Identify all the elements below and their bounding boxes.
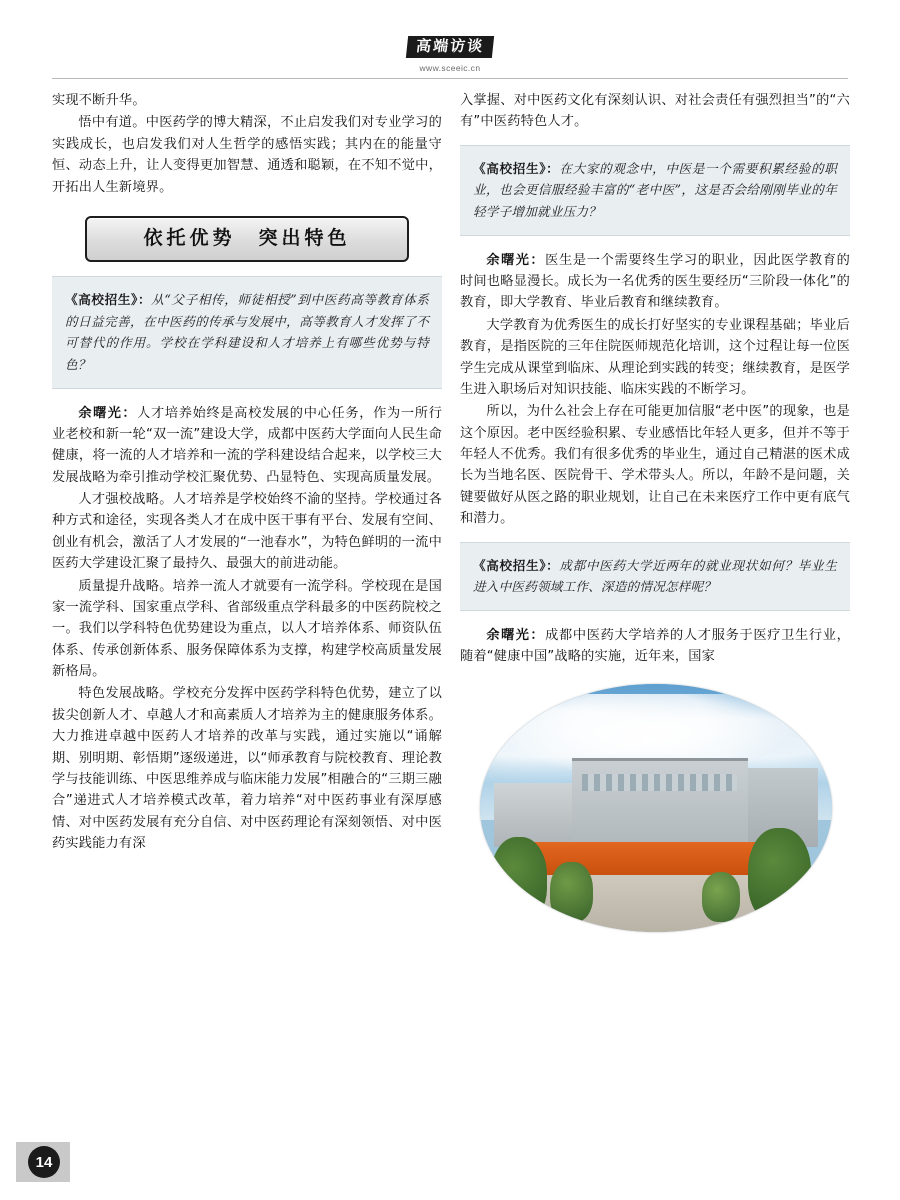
question-text: 从“父子相传，师徒相授”到中医药高等教育体系的日益完善，在中医药的传承与发展中，高等教育人才发挥了不可替代的作用。学校在学科建设和人才培养上有哪些优势与特色？: [65, 291, 429, 372]
answer-paragraph: [460, 625, 850, 668]
paragraph: 实现不断升华。: [52, 93, 146, 108]
section-banner-title: 依托优势 突出特色: [143, 227, 351, 250]
header-website-url: www.sceeic.cn: [419, 63, 481, 73]
photo-tree: [491, 837, 547, 921]
question-source-tag: 《高校招生》：: [473, 557, 560, 573]
answer-paragraph: 大学教育为优秀医生的成长打好坚实的专业课程基础；毕业后教育，是指医院的三年住院医师规范化培训，这个过程让每一位医学生完成从课堂到临床、从理论到实践的转变；继续教育，是医学生进入职场后对知识技能、临床实践的不断学习。: [460, 317, 850, 397]
question-text: 在大家的观念中，中医是一个需要积累经验的职业，也会更信服经验丰富的“老中医”，这是否会给刚刚毕业的年轻学子增加就业压力？: [473, 160, 837, 220]
answer-paragraph: 所以，为什么社会上存在可能更加信服“老中医”的现象，也是这个原因。老中医经验积累、专业感悟比年轻人更多，但并不等于年轻人不优秀。我们有很多优秀的毕业生，通过自己精湛的医术成长为当地名医、医院骨干、学术带头人。所以，年龄不是问题，关键要做好从医之路的职业规划，让自己在未来医疗工作中更有底气和潜力。: [460, 404, 850, 527]
photo-tree: [748, 828, 811, 922]
photo-tree: [702, 872, 741, 922]
answer-speaker-name: 余曙光：: [486, 627, 546, 643]
answer-paragraph: 人才强校战略。人才培养是学校始终不渝的坚持。学校通过各种方式和途径，实现各类人才在成中医干事有平台、发展有空间、创业有机会，激活了人才发展的“一池春水”，为特色鲜明的一流中医药大学建设汇聚了最持久、最强大的前进动能。: [52, 492, 442, 572]
answer-text: 成都中医药大学培养的人才服务于医疗卫生行业，随着“健康中国”战略的实施，近年来，国家: [460, 627, 851, 665]
interview-question-box: [460, 145, 850, 236]
interview-question-box: [52, 276, 442, 389]
question-text: 成都中医药大学近两年的就业现状如何？毕业生进入中医药领域工作、深造的情况怎样呢？: [473, 557, 837, 595]
answer-speaker-name: 余曙光：: [78, 405, 138, 421]
answer-text: 人才培养始终是高校发展的中心任务，作为一所行业老校和新一轮“双一流”建设大学，成都中医药大学面向人民生命健康，将一流的人才培养和一流的学科建设结合起来，以学校三大发展战略为牵引推动学校汇聚优势、凸显特色、实现高质量发展。: [52, 405, 443, 485]
photo-container: [460, 684, 850, 934]
section-banner: [85, 216, 409, 262]
photo-building-main: [572, 758, 748, 850]
answer-paragraph: 质量提升战略。培养一流人才就要有一流学科。学校现在是国家一流学科、国家重点学科、省部级重点学科最多的中医药院校之一。我们以学科特色优势建设为重点，以人才培养体系、师资队伍体系、传承创新体系、服务保障体系为支撑，构建学校高质量发展新格局。: [52, 578, 442, 679]
question-source-tag: 《高校招生》：: [65, 291, 152, 307]
right-column: [460, 90, 850, 934]
paragraph: 入掌握、对中医药文化有深刻认识、对社会责任有强烈担当”的“六有”中医药特色人才。: [460, 93, 850, 130]
left-column: [52, 90, 442, 855]
answer-text: 医生是一个需要终生学习的职业，因此医学教育的时间也略显漫长。成长为一名优秀的医生要经历“三阶段一体化”的教育，即大学教育、毕业后教育和继续教育。: [460, 252, 851, 311]
question-source-tag: 《高校招生》：: [473, 160, 560, 176]
page-header: [0, 36, 900, 73]
campus-building-photo: [480, 684, 832, 932]
answer-paragraph: 特色发展战略。学校充分发挥中医药学科特色优势，建立了以拔尖创新人才、卓越人才和高素质人才培养为主的健康服务体系。大力推进卓越中医药人才培养的改革与实践，通过实施以“诵解期、别明期、彰悟期”逐级递进，以“师承教育与院校教育、理论教学与技能训练、中医思维养成与临床能力发展”相融合的“三期三融合”递进式人才培养模式改革，着力培养“对中医药事业有深厚感情、对中医药发展有充分自信、对中医药理论有深刻领悟、对中医药实践能力有深: [52, 686, 442, 851]
answer-paragraph: [52, 403, 442, 489]
paragraph: 悟中有道。中医药学的博大精深，不止启发我们对专业学习的实践成长，也启发我们对人生哲学的感悟实践；其内在的能量守恒、动态上升，让人变得更加智慧、通透和聪颖，在不知不觉中，开拓出人生新境界。: [52, 115, 442, 195]
answer-speaker-name: 余曙光：: [486, 252, 546, 268]
answer-paragraph: [460, 250, 850, 314]
photo-tree: [550, 862, 592, 922]
page-number: 14: [28, 1146, 60, 1178]
section-logo: 高端访谈: [406, 36, 494, 58]
header-divider: [52, 78, 848, 79]
interview-question-box: [460, 542, 850, 611]
